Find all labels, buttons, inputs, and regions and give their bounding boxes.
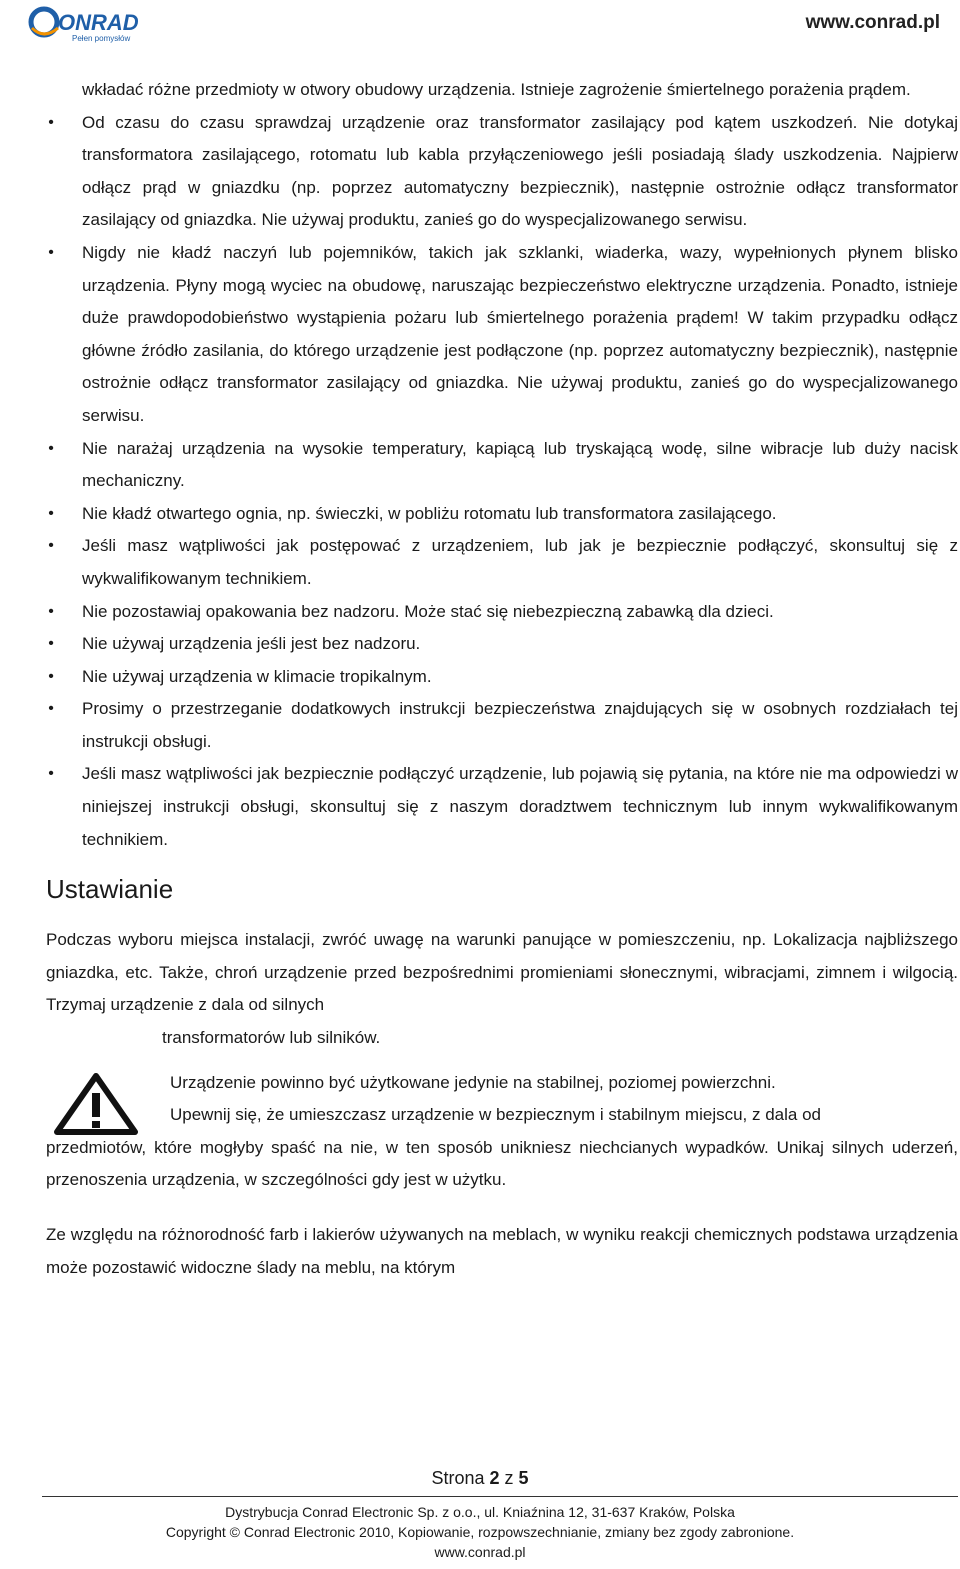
bullet-icon: [46, 237, 56, 270]
bullet-icon: [46, 628, 56, 661]
setup-paragraph-tail: transformatorów lub silników.: [162, 1028, 381, 1048]
page-footer: [0, 1468, 960, 1560]
list-item: [46, 628, 958, 661]
bullet-icon: [46, 661, 56, 694]
bullet-icon: [46, 433, 56, 466]
safety-list: [46, 74, 958, 856]
bullet-icon: [46, 596, 56, 629]
list-item: [46, 74, 958, 107]
list-item-text: Jeśli masz wątpliwości jak postępować z urządzeniem, lub jak je bezpiecznie podłączyć, skonsultuj się z wykwalifikowanym technikiem.: [82, 536, 958, 588]
page-separator: z: [504, 1468, 514, 1488]
warning-line-2: Upewnij się, że umieszczasz urządzenie w bezpiecznym i stabilnym miejscu, z dala od: [170, 1105, 821, 1125]
document-body: [46, 74, 958, 1284]
setup-paragraph: [46, 924, 958, 1022]
list-item-text: Nie kładź otwartego ognia, np. świeczki, w pobliżu rotomatu lub transformatora zasilającego.: [82, 503, 777, 523]
list-item-text: Jeśli masz wątpliwości jak bezpiecznie podłączyć urządzenie, lub pojawią się pytania, na które nie ma odpowiedzi w niniejszej instrukcji obsługi, skonsultuj się z naszym doradztwem technicznym lub innym wykwalifikowanym technikiem.: [82, 764, 958, 849]
section-title: Ustawianie: [46, 874, 174, 905]
conrad-logo: [28, 6, 148, 44]
warning-block: [46, 1067, 958, 1197]
footer-url[interactable]: www.conrad.pl: [434, 1544, 526, 1560]
page-number: [0, 1468, 960, 1489]
list-item-text: Nie pozostawiaj opakowania bez nadzoru. Może stać się niebezpieczną zabawką dla dzieci.: [82, 601, 774, 621]
list-item-text: Nigdy nie kładź naczyń lub pojemników, takich jak szklanki, wiaderka, wazy, wypełnionych płynem blisko urządzenia. Płyny mogą wyciec na obudowę, naruszając bezpieczeństwo elektryczne urządzenia. Ponadto, istnieje duże prawdopodobieństwo wystąpienia pożaru lub śmiertelnego porażenia prądem! W takim przypadku odłącz główne źródło zasilania, do którego urządzenie jest podłączone (np. poprzez automatyczny bezpiecznik), następnie ostrożnie odłącz transformator zasilający od gniazdka. Nie używaj produktu, zanieś go do wyspecjalizowanego serwisu.: [82, 242, 958, 425]
list-item-text: Od czasu do czasu sprawdzaj urządzenie oraz transformator zasilający pod kątem uszkodzeń. Nie dotykaj transformatora zasilającego, rotomatu lub kabla przyłączeniowego jeśli posiadają ślady uszkodzenia. Najpierw odłącz prąd w gniazdku (np. poprzez automatyczny bezpiecznik), następnie ostrożnie odłącz transformator zasilający od gniazdka. Nie używaj produktu, zanieś go do wyspecjalizowanego serwisu.: [82, 112, 958, 230]
warning-text: [46, 1067, 958, 1197]
svg-text:ONRAD: ONRAD: [58, 10, 139, 35]
list-item: [46, 661, 958, 694]
page-current: 2: [489, 1468, 500, 1488]
list-item: [46, 498, 958, 531]
list-item-text: Prosimy o przestrzeganie dodatkowych instrukcji bezpieczeństwa znajdujących się w osobnych rozdziałach tej instrukcji obsługi.: [82, 699, 958, 751]
bullet-icon: [46, 758, 56, 791]
list-item: [46, 530, 958, 595]
footer-divider: [42, 1496, 958, 1497]
furniture-paragraph: Ze względu na różnorodność farb i lakierów używanych na meblach, w wyniku reakcji chemicznych podstawa urządzenia może pozostawić widoczne ślady na meblu, na którym: [46, 1225, 958, 1277]
list-item: [46, 107, 958, 237]
page-total: 5: [518, 1468, 529, 1488]
footer-distributor: Dystrybucja Conrad Electronic Sp. z o.o., ul. Kniaźnina 12, 31-637 Kraków, Polska: [225, 1504, 735, 1520]
list-item-text: Nie narażaj urządzenia na wysokie temperatury, kapiącą lub tryskającą wodę, silne wibracje lub duży nacisk mechaniczny.: [82, 438, 958, 491]
warning-rest: przedmiotów, które mogłyby spaść na nie, w ten sposób unikniesz niechcianych wypadków. Unikaj silnych uderzeń, przenoszenia urządzenia, w szczególności gdy jest w użytku.: [46, 1137, 958, 1190]
list-item-text: Nie używaj urządzenia w klimacie tropikalnym.: [82, 666, 432, 686]
list-item: [46, 237, 958, 433]
setup-paragraph-main: Podczas wyboru miejsca instalacji, zwróć uwagę na warunki panujące w pomieszczeniu, np. Lokalizacja najbliższego gniazdka, etc. Także, chroń urządzenie przed bezpośrednimi promieniami słonecznymi, wibracjami, zimnem i wilgocią. Trzymaj urządzenie z dala od silnych: [46, 930, 958, 1015]
warning-line-1: Urządzenie powinno być użytkowane jedynie na stabilnej, poziomej powierzchni.: [170, 1072, 776, 1092]
page-header: [0, 0, 960, 48]
list-item: [46, 596, 958, 629]
bullet-icon: [46, 107, 56, 140]
footer-text: [0, 1502, 960, 1562]
bullet-icon: [46, 693, 56, 726]
list-item-text: Nie używaj urządzenia jeśli jest bez nadzoru.: [82, 634, 421, 654]
bullet-icon: [46, 530, 56, 563]
page-prefix: Strona: [431, 1468, 485, 1488]
list-item: [46, 758, 958, 856]
header-site-url[interactable]: www.conrad.pl: [805, 12, 940, 33]
svg-text:Pełen pomysłów: Pełen pomysłów: [72, 34, 131, 43]
bullet-icon: [46, 498, 56, 531]
list-item: [46, 693, 958, 758]
warning-triangle-icon: [54, 1073, 138, 1135]
list-item: [46, 433, 958, 498]
list-item-text: wkładać różne przedmioty w otwory obudowy urządzenia. Istnieje zagrożenie śmiertelnego porażenia prądem.: [82, 80, 911, 99]
footer-copyright: Copyright © Conrad Electronic 2010, Kopiowanie, rozpowszechnianie, zmiany bez zgody zabronione.: [165, 1524, 795, 1540]
